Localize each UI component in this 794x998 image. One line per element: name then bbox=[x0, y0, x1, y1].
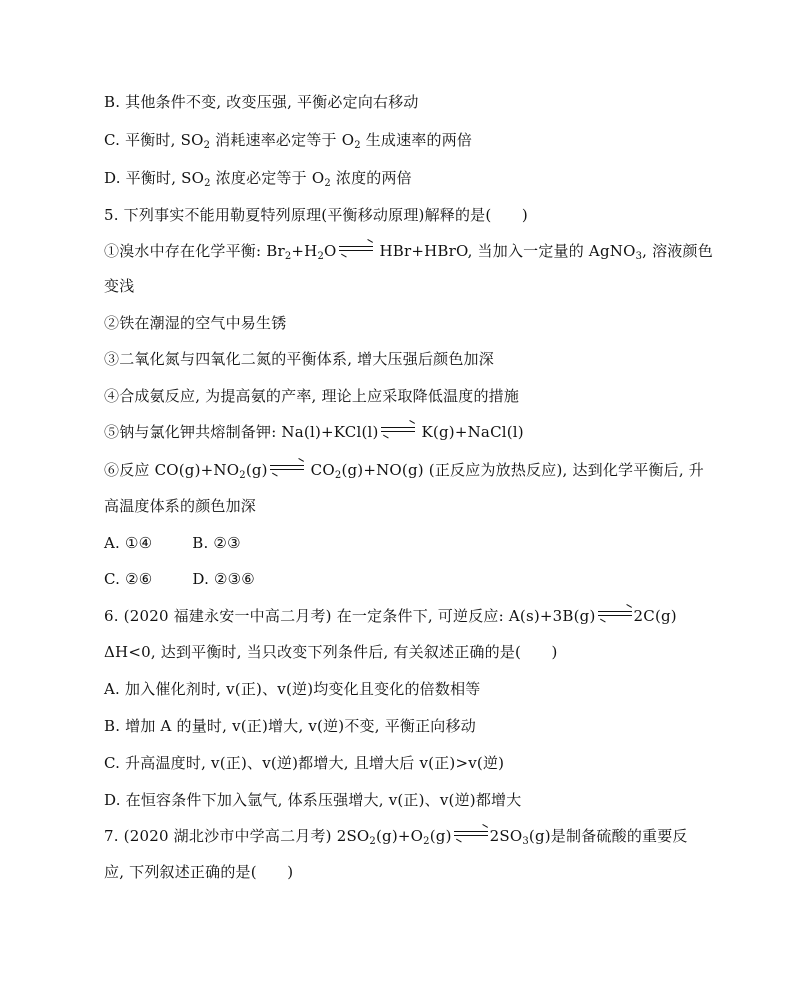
text: ③二氧化氮与四氧化二氮的平衡体系, 增大压强后颜色加深 bbox=[104, 350, 494, 368]
subscript: 2 bbox=[354, 140, 361, 151]
text: B. 其他条件不变, 改变压强, 平衡必定向右移动 bbox=[104, 93, 419, 111]
subscript: 2 bbox=[204, 178, 211, 189]
text: 应, 下列叙述正确的是( ) bbox=[104, 863, 294, 881]
option-c: C. ②⑥ bbox=[104, 570, 153, 588]
option-c-prev bbox=[104, 130, 472, 150]
text: (g) bbox=[245, 461, 268, 479]
text: ④合成氨反应, 为提高氨的产率, 理论上应采取降低温度的措施 bbox=[104, 387, 520, 405]
text: 2C(g) bbox=[633, 607, 677, 625]
text: 2SO bbox=[489, 827, 523, 845]
text: (g)+NO(g) (正反应为放热反应), 达到化学平衡后, 升 bbox=[341, 461, 704, 479]
text: (g)+O bbox=[375, 827, 424, 845]
q5-item-5 bbox=[104, 422, 524, 442]
question-7-stem-cont bbox=[104, 862, 293, 882]
text: CO bbox=[305, 461, 335, 479]
text: K(g)+NaCl(l) bbox=[416, 423, 524, 441]
text: B. 增加 A 的量时, v(正)增大, v(逆)不变, 平衡正向移动 bbox=[104, 717, 476, 735]
q6-option-d bbox=[104, 790, 521, 810]
option-d: D. ②③⑥ bbox=[192, 570, 255, 588]
q6-option-a bbox=[104, 679, 480, 699]
subscript: 2 bbox=[324, 178, 331, 189]
equilibrium-arrow-icon bbox=[381, 425, 415, 435]
text: 6. (2020 福建永安一中高二月考) 在一定条件下, 可逆反应: A(s)+3B(g) bbox=[104, 607, 596, 625]
equilibrium-arrow-icon bbox=[598, 609, 632, 619]
text: , 溶液颜色 bbox=[642, 242, 713, 260]
q5-item-6-cont bbox=[104, 496, 256, 516]
q5-item-6 bbox=[104, 460, 704, 480]
text: 高温度体系的颜色加深 bbox=[104, 497, 257, 515]
q5-item-4 bbox=[104, 386, 519, 406]
text: ②铁在潮湿的空气中易生锈 bbox=[104, 314, 287, 332]
equilibrium-arrow-icon bbox=[339, 244, 373, 254]
text: C. 升高温度时, v(正)、v(逆)都增大, 且增大后 v(正)>v(逆) bbox=[104, 754, 505, 772]
subscript: 2 bbox=[369, 836, 376, 847]
text: 生成速率的两倍 bbox=[360, 131, 473, 149]
text: ΔH<0, 达到平衡时, 当只改变下列条件后, 有关叙述正确的是( ) bbox=[104, 643, 558, 661]
q6-option-b bbox=[104, 716, 476, 736]
text: 5. 下列事实不能用勒夏特列原理(平衡移动原理)解释的是( ) bbox=[104, 206, 528, 224]
subscript: 2 bbox=[203, 140, 211, 151]
question-7-stem bbox=[104, 826, 688, 846]
text: HBr+HBrO, 当加入一定量的 AgNO bbox=[374, 242, 636, 260]
text: 消耗速率必定等于 O bbox=[210, 131, 355, 149]
text: O bbox=[324, 242, 337, 260]
text: D. 在恒容条件下加入氩气, 体系压强增大, v(正)、v(逆)都增大 bbox=[104, 791, 522, 809]
text: 浓度必定等于 O bbox=[210, 169, 325, 187]
text: ⑥反应 CO(g)+NO bbox=[104, 461, 240, 479]
option-b: B. ②③ bbox=[192, 534, 241, 552]
q5-item-3 bbox=[104, 349, 494, 369]
question-6-stem-cont bbox=[104, 642, 558, 662]
option-a: A. ①④ bbox=[104, 534, 153, 552]
text: 变浅 bbox=[104, 277, 135, 295]
option-b-prev bbox=[104, 92, 419, 112]
text: D. 平衡时, SO bbox=[104, 169, 205, 187]
subscript: 2 bbox=[423, 836, 430, 847]
q5-options-ab bbox=[104, 533, 241, 553]
text: C. 平衡时, SO bbox=[104, 131, 204, 149]
equilibrium-arrow-icon bbox=[270, 463, 304, 473]
text: ①溴水中存在化学平衡: Br bbox=[104, 242, 285, 260]
subscript: 2 bbox=[334, 470, 342, 481]
q6-option-c bbox=[104, 753, 504, 773]
q5-item-2 bbox=[104, 313, 286, 333]
text: ⑤钠与氯化钾共熔制备钾: Na(l)+KCl(l) bbox=[104, 423, 379, 441]
text: 7. (2020 湖北沙市中学高二月考) 2SO bbox=[104, 827, 370, 845]
text: 浓度的两倍 bbox=[330, 169, 412, 187]
question-5-stem bbox=[104, 205, 528, 225]
text: (g) bbox=[429, 827, 452, 845]
q5-item-1-cont bbox=[104, 276, 134, 296]
text: +H bbox=[291, 242, 318, 260]
subscript: 3 bbox=[635, 251, 643, 262]
q5-options-cd bbox=[104, 569, 255, 589]
text: (g)是制备硫酸的重要反 bbox=[528, 827, 688, 845]
subscript: 2 bbox=[239, 470, 246, 481]
equilibrium-arrow-icon bbox=[454, 829, 488, 839]
q5-item-1 bbox=[104, 241, 713, 261]
text: A. 加入催化剂时, v(正)、v(逆)均变化且变化的倍数相等 bbox=[104, 680, 481, 698]
question-6-stem bbox=[104, 606, 677, 626]
option-d-prev bbox=[104, 168, 412, 188]
subscript: 2 bbox=[317, 251, 325, 262]
subscript: 3 bbox=[522, 836, 529, 847]
subscript: 2 bbox=[284, 251, 292, 262]
